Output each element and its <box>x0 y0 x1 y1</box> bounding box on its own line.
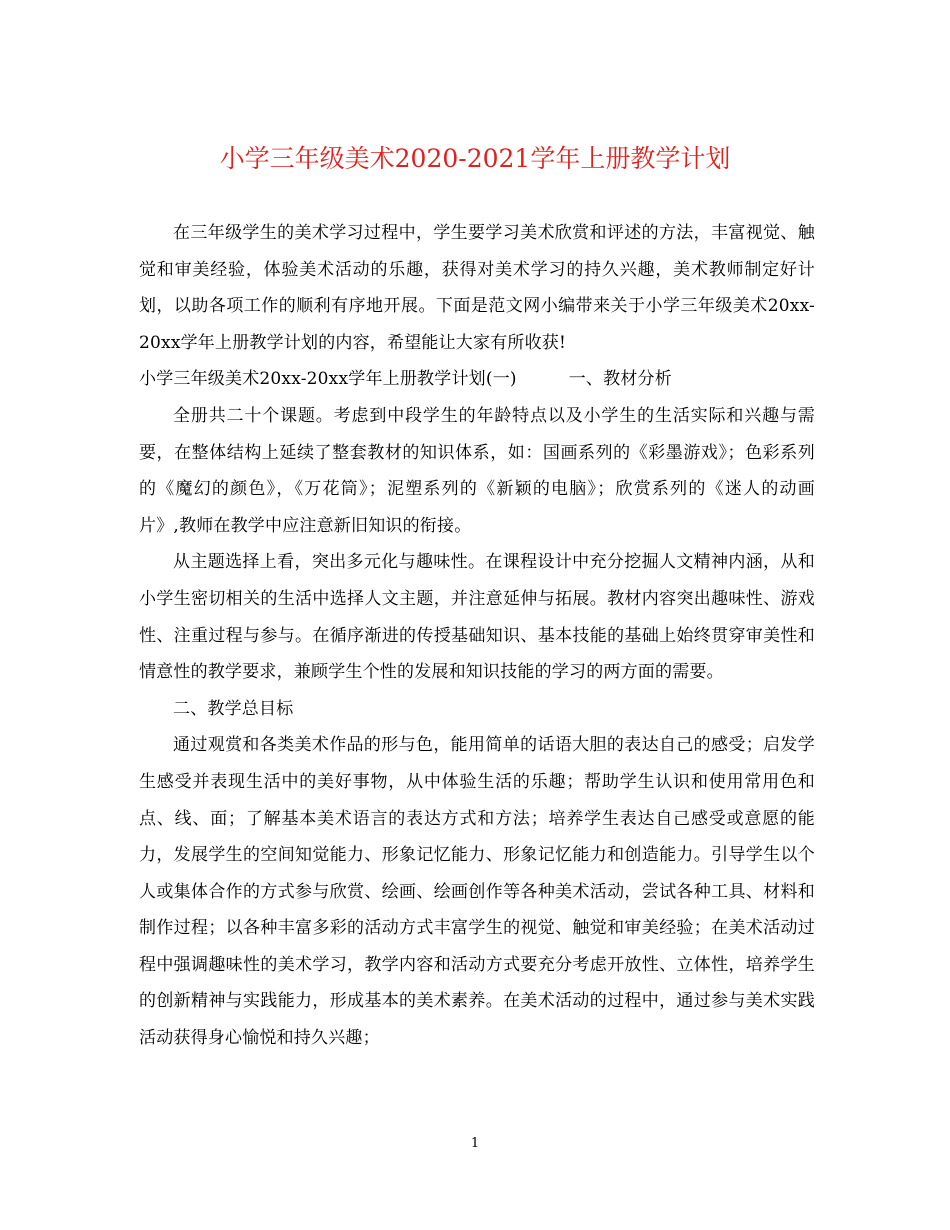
section1-paragraph-2: 从主题选择上看，突出多元化与趣味性。在课程设计中充分挖掘人文精神内涵，从和小学生密切相关的生活中选择人文主题，并注意延伸与拓展。教材内容突出趣味性、游戏性、注重过程与参与。在循序渐进的传授基础知识、基本技能的基础上始终贯穿审美性和情意性的教学要求，兼顾学生个性的发展和知识技能的学习的两方面的需要。 <box>139 552 815 683</box>
intro-paragraph: 在三年级学生的美术学习过程中，学生要学习美术欣赏和评述的方法，丰富视觉、触觉和审美经验，体验美术活动的乐趣，获得对美术学习的持久兴趣，美术教师制定好计划，以助各项工作的顺利有序地开展。下面是范文网小编带来关于小学三年级美术20xx-20xx学年上册教学计划的内容，希望能让大家有所收获! <box>139 223 815 353</box>
subheading-line <box>139 361 815 398</box>
page-number: 1 <box>470 1136 480 1151</box>
document-body <box>139 215 815 1057</box>
section1-paragraph-1: 全册共二十个课题。考虑到中段学生的年龄特点以及小学生的生活实际和兴趣与需要，在整体结构上延续了整套教材的知识体系，如：国画系列的《彩墨游戏》；色彩系列的《魔幻的颜色》，《万花筒》；泥塑系列的《新颖的电脑》；欣赏系列的《迷人的动画片》,教师在教学中应注意新旧知识的衔接。 <box>139 405 815 536</box>
section1-heading: 一、教材分析 <box>568 369 672 390</box>
document-title: 小学三年级美术2020-2021学年上册教学计划 <box>219 144 731 173</box>
section2-heading: 二、教学总目标 <box>173 698 294 719</box>
plan-subheading: 小学三年级美术20xx-20xx学年上册教学计划(一) <box>139 369 517 390</box>
section2-paragraph-1: 通过观赏和各类美术作品的形与色，能用简单的话语大胆的表达自己的感受；启发学生感受并表现生活中的美好事物，从中体验生活的乐趣；帮助学生认识和使用常用色和点、线、面；了解基本美术语言的表达方式和方法；培养学生表达自己感受或意愿的能力，发展学生的空间知觉能力、形象记忆能力、形象记忆能力和创造能力。引导学生以个人或集体合作的方式参与欣赏、绘画、绘画创作等各种美术活动，尝试各种工具、材料和制作过程；以各种丰富多彩的活动方式丰富学生的视觉、触觉和审美经验；在美术活动过程中强调趣味性的美术学习，教学内容和活动方式要充分考虑开放性、立体性，培养学生的创新精神与实践能力，形成基本的美术素养。在美术活动的过程中，通过参与美术实践活动获得身心愉悦和持久兴趣； <box>139 735 815 1049</box>
